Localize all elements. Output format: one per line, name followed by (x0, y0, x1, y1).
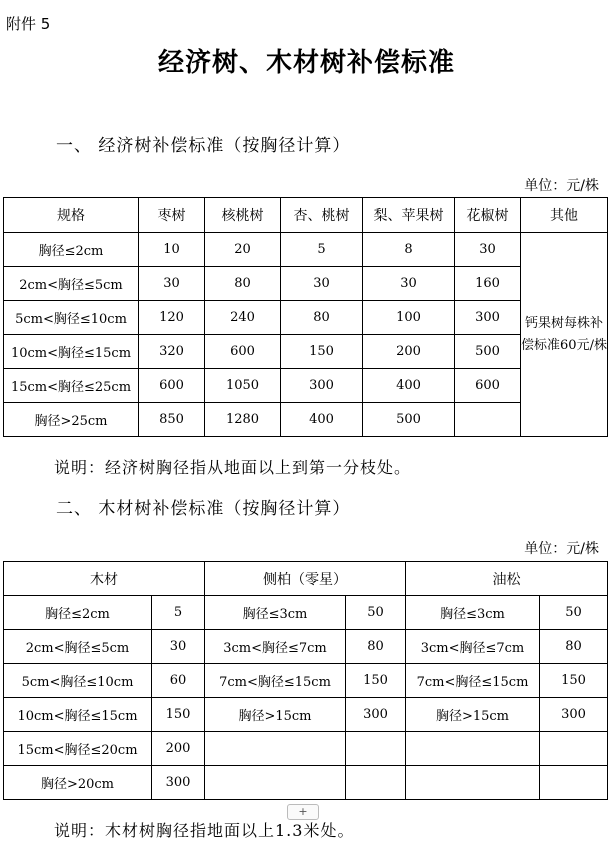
cell-value: 300 (281, 369, 363, 403)
cell-spec: 15cm<胸径≤20cm (4, 732, 152, 766)
header-pepper: 花椒树 (455, 198, 521, 233)
cell-spec: 7cm<胸径≤15cm (205, 664, 346, 698)
cell-value: 120 (139, 301, 205, 335)
cell-spec: 胸径>15cm (205, 698, 346, 732)
cell-value: 50 (346, 596, 406, 630)
economic-header-row (4, 198, 608, 233)
cell-value: 600 (205, 335, 281, 369)
cell-spec: 2cm<胸径≤5cm (4, 267, 139, 301)
cell-value: 150 (281, 335, 363, 369)
cell-value: 50 (540, 596, 608, 630)
cell-value: 200 (152, 732, 205, 766)
cell-spec: 10cm<胸径≤15cm (4, 335, 139, 369)
table-row (4, 732, 608, 766)
cell-spec: 3cm<胸径≤7cm (406, 630, 540, 664)
economic-unit-label: 单位：元/株 (524, 178, 599, 194)
cell-value: 150 (346, 664, 406, 698)
cell-spec: 胸径≤3cm (406, 596, 540, 630)
cell-value: 600 (139, 369, 205, 403)
cell-value: 60 (152, 664, 205, 698)
header-apricot-peach: 杏、桃树 (281, 198, 363, 233)
cell-spec: 胸径≤2cm (4, 596, 152, 630)
cell-spec: 5cm<胸径≤10cm (4, 664, 152, 698)
cell-value: 30 (281, 267, 363, 301)
cell-value: 30 (363, 267, 455, 301)
cell-spec: 10cm<胸径≤15cm (4, 698, 152, 732)
cell-spec: 胸径≤2cm (4, 233, 139, 267)
cell-empty (205, 732, 346, 766)
cell-empty (540, 732, 608, 766)
cell-value: 320 (139, 335, 205, 369)
cell-value: 500 (363, 403, 455, 437)
header-pear-apple: 梨、苹果树 (363, 198, 455, 233)
cell-value (455, 403, 521, 437)
header-cypress: 侧柏（零星） (205, 562, 406, 596)
table-row (4, 403, 608, 437)
cell-value: 80 (281, 301, 363, 335)
cell-value: 300 (346, 698, 406, 732)
header-other: 其他 (521, 198, 608, 233)
cell-value: 80 (540, 630, 608, 664)
cell-value: 300 (540, 698, 608, 732)
header-pine: 油松 (406, 562, 608, 596)
cell-spec: 2cm<胸径≤5cm (4, 630, 152, 664)
timber-unit-label: 单位：元/株 (524, 541, 599, 557)
cell-empty (346, 766, 406, 800)
cell-spec: 5cm<胸径≤10cm (4, 301, 139, 335)
cell-value: 200 (363, 335, 455, 369)
add-row-button[interactable]: + (287, 804, 319, 820)
table-row (4, 766, 608, 800)
cell-spec: 胸径≤3cm (205, 596, 346, 630)
cell-value: 300 (152, 766, 205, 800)
timber-note: 说明：木材树胸径指地面以上1.3米处。 (54, 821, 355, 840)
table-row (4, 335, 608, 369)
economic-note: 说明：经济树胸径指从地面以上到第一分枝处。 (54, 458, 412, 477)
cell-value: 1280 (205, 403, 281, 437)
cell-empty (406, 732, 540, 766)
cell-value: 30 (455, 233, 521, 267)
timber-tree-table (3, 561, 608, 800)
cell-value: 5 (152, 596, 205, 630)
cell-value: 150 (540, 664, 608, 698)
cell-value: 240 (205, 301, 281, 335)
cell-value: 160 (455, 267, 521, 301)
cell-value: 20 (205, 233, 281, 267)
cell-value: 80 (205, 267, 281, 301)
cell-empty (540, 766, 608, 800)
table-row (4, 233, 608, 267)
cell-empty (346, 732, 406, 766)
timber-header-row (4, 562, 608, 596)
cell-spec: 3cm<胸径≤7cm (205, 630, 346, 664)
cell-value: 80 (346, 630, 406, 664)
header-spec: 规格 (4, 198, 139, 233)
cell-value: 300 (455, 301, 521, 335)
table-row (4, 630, 608, 664)
cell-value: 1050 (205, 369, 281, 403)
cell-value: 5 (281, 233, 363, 267)
cell-value: 30 (139, 267, 205, 301)
cell-value: 400 (363, 369, 455, 403)
other-note-cell: 钙果树每株补偿标准60元/株 (521, 233, 608, 437)
economic-section-heading: 一、 经济树补偿标准（按胸径计算） (56, 136, 351, 156)
table-row (4, 301, 608, 335)
cell-value: 8 (363, 233, 455, 267)
cell-value: 100 (363, 301, 455, 335)
cell-value: 30 (152, 630, 205, 664)
table-row (4, 698, 608, 732)
header-timber: 木材 (4, 562, 205, 596)
table-row (4, 596, 608, 630)
timber-section-heading: 二、 木材树补偿标准（按胸径计算） (56, 499, 351, 519)
economic-tree-table (3, 197, 608, 437)
header-jujube: 枣树 (139, 198, 205, 233)
header-walnut: 核桃树 (205, 198, 281, 233)
cell-spec: 胸径>20cm (4, 766, 152, 800)
cell-empty (205, 766, 346, 800)
cell-value: 850 (139, 403, 205, 437)
table-row (4, 267, 608, 301)
cell-spec: 7cm<胸径≤15cm (406, 664, 540, 698)
cell-spec: 15cm<胸径≤25cm (4, 369, 139, 403)
page-title: 经济树、木材树补偿标准 (157, 48, 455, 78)
cell-value: 600 (455, 369, 521, 403)
cell-empty (406, 766, 540, 800)
cell-value: 10 (139, 233, 205, 267)
table-row (4, 664, 608, 698)
cell-value: 500 (455, 335, 521, 369)
table-row (4, 369, 608, 403)
cell-spec: 胸径>25cm (4, 403, 139, 437)
cell-spec: 胸径>15cm (406, 698, 540, 732)
cell-value: 400 (281, 403, 363, 437)
cell-value: 150 (152, 698, 205, 732)
attachment-label: 附件 5 (6, 15, 51, 33)
